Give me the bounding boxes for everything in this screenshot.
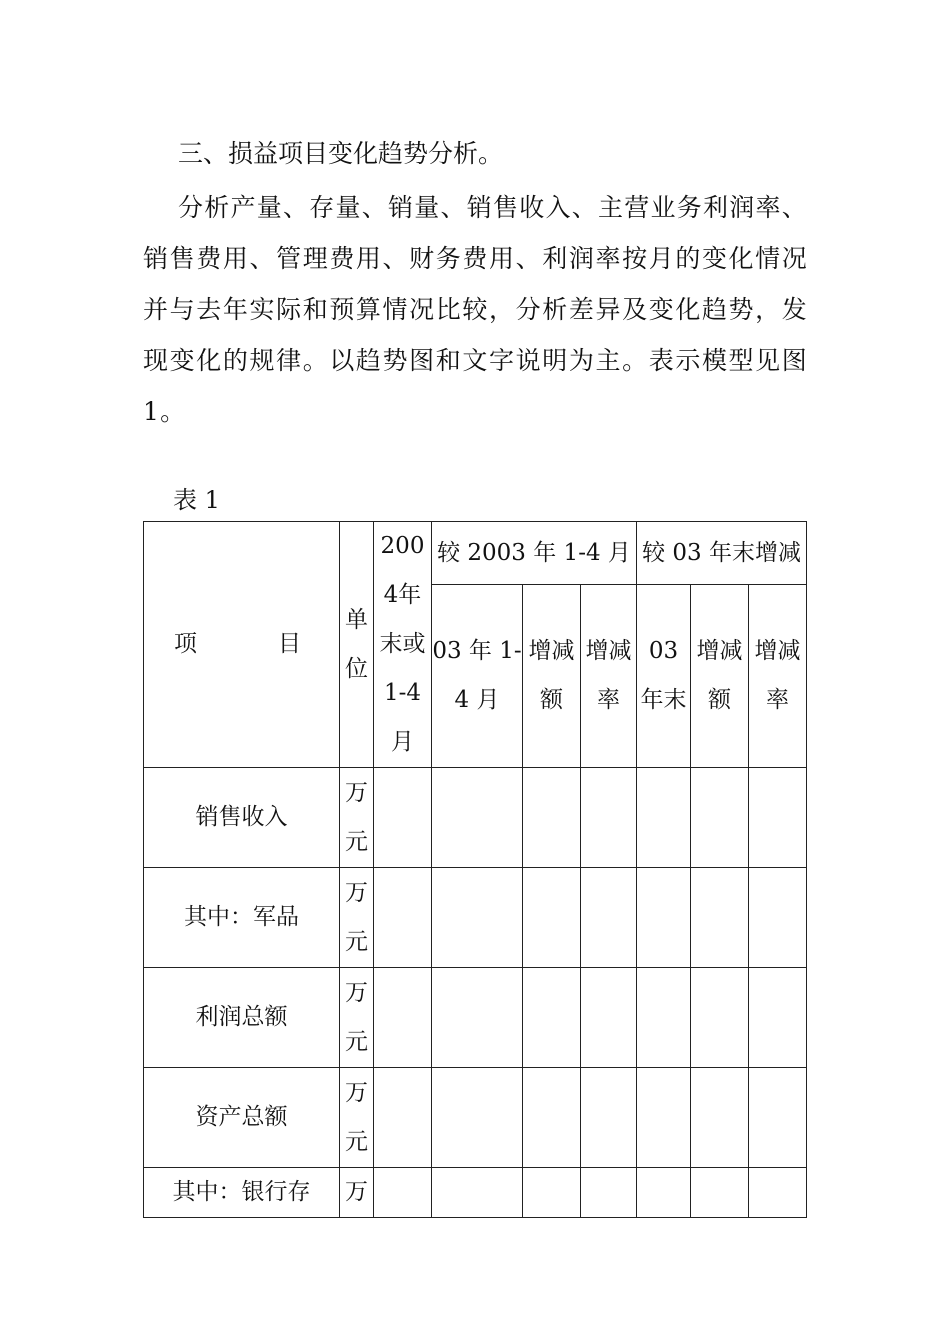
row-label: 其中：银行存	[144, 1168, 340, 1218]
header-item: 项 目	[144, 522, 340, 768]
subheader-03-end: 03 年末	[637, 585, 691, 768]
row-unit: 万元	[340, 868, 374, 968]
section-heading: 三、损益项目变化趋势分析。	[178, 139, 504, 168]
body-paragraph: 分析产量、存量、销量、销售收入、主营业务利润率、销售费用、管理费用、财务费用、利润率按月的变化情况并与去年实际和预算情况比较，分析差异及变化趋势，发现变化的规律。以趋势图和文字说明为主。表示模型见图1。	[143, 193, 808, 426]
row-label: 资产总额	[144, 1068, 340, 1168]
header-group-03end: 较 03 年末增减	[637, 522, 807, 585]
subheader-change-amount-1: 增减额	[523, 585, 581, 768]
table-row	[144, 868, 807, 968]
subheader-change-amount-2: 增减额	[691, 585, 749, 768]
row-unit: 万元	[340, 768, 374, 868]
table-header-row	[144, 522, 807, 585]
row-unit: 万	[340, 1168, 374, 1218]
row-label: 其中：军品	[144, 868, 340, 968]
subheader-03-1-4: 03 年 1-4 月	[432, 585, 523, 768]
row-label: 销售收入	[144, 768, 340, 868]
data-table	[143, 521, 807, 1218]
table-row	[144, 968, 807, 1068]
table-row	[144, 1068, 807, 1168]
header-unit: 单位	[340, 522, 374, 768]
subheader-change-rate-1: 增减率	[581, 585, 637, 768]
row-unit: 万元	[340, 968, 374, 1068]
row-unit: 万元	[340, 1068, 374, 1168]
header-2004: 2004年末或1-4月	[374, 522, 432, 768]
row-label: 利润总额	[144, 968, 340, 1068]
subheader-change-rate-2: 增减率	[749, 585, 807, 768]
table-row	[144, 768, 807, 868]
table-row	[144, 1168, 807, 1218]
header-group-2003: 较 2003 年 1-4 月	[432, 522, 637, 585]
table-caption: 表 1	[173, 486, 220, 514]
